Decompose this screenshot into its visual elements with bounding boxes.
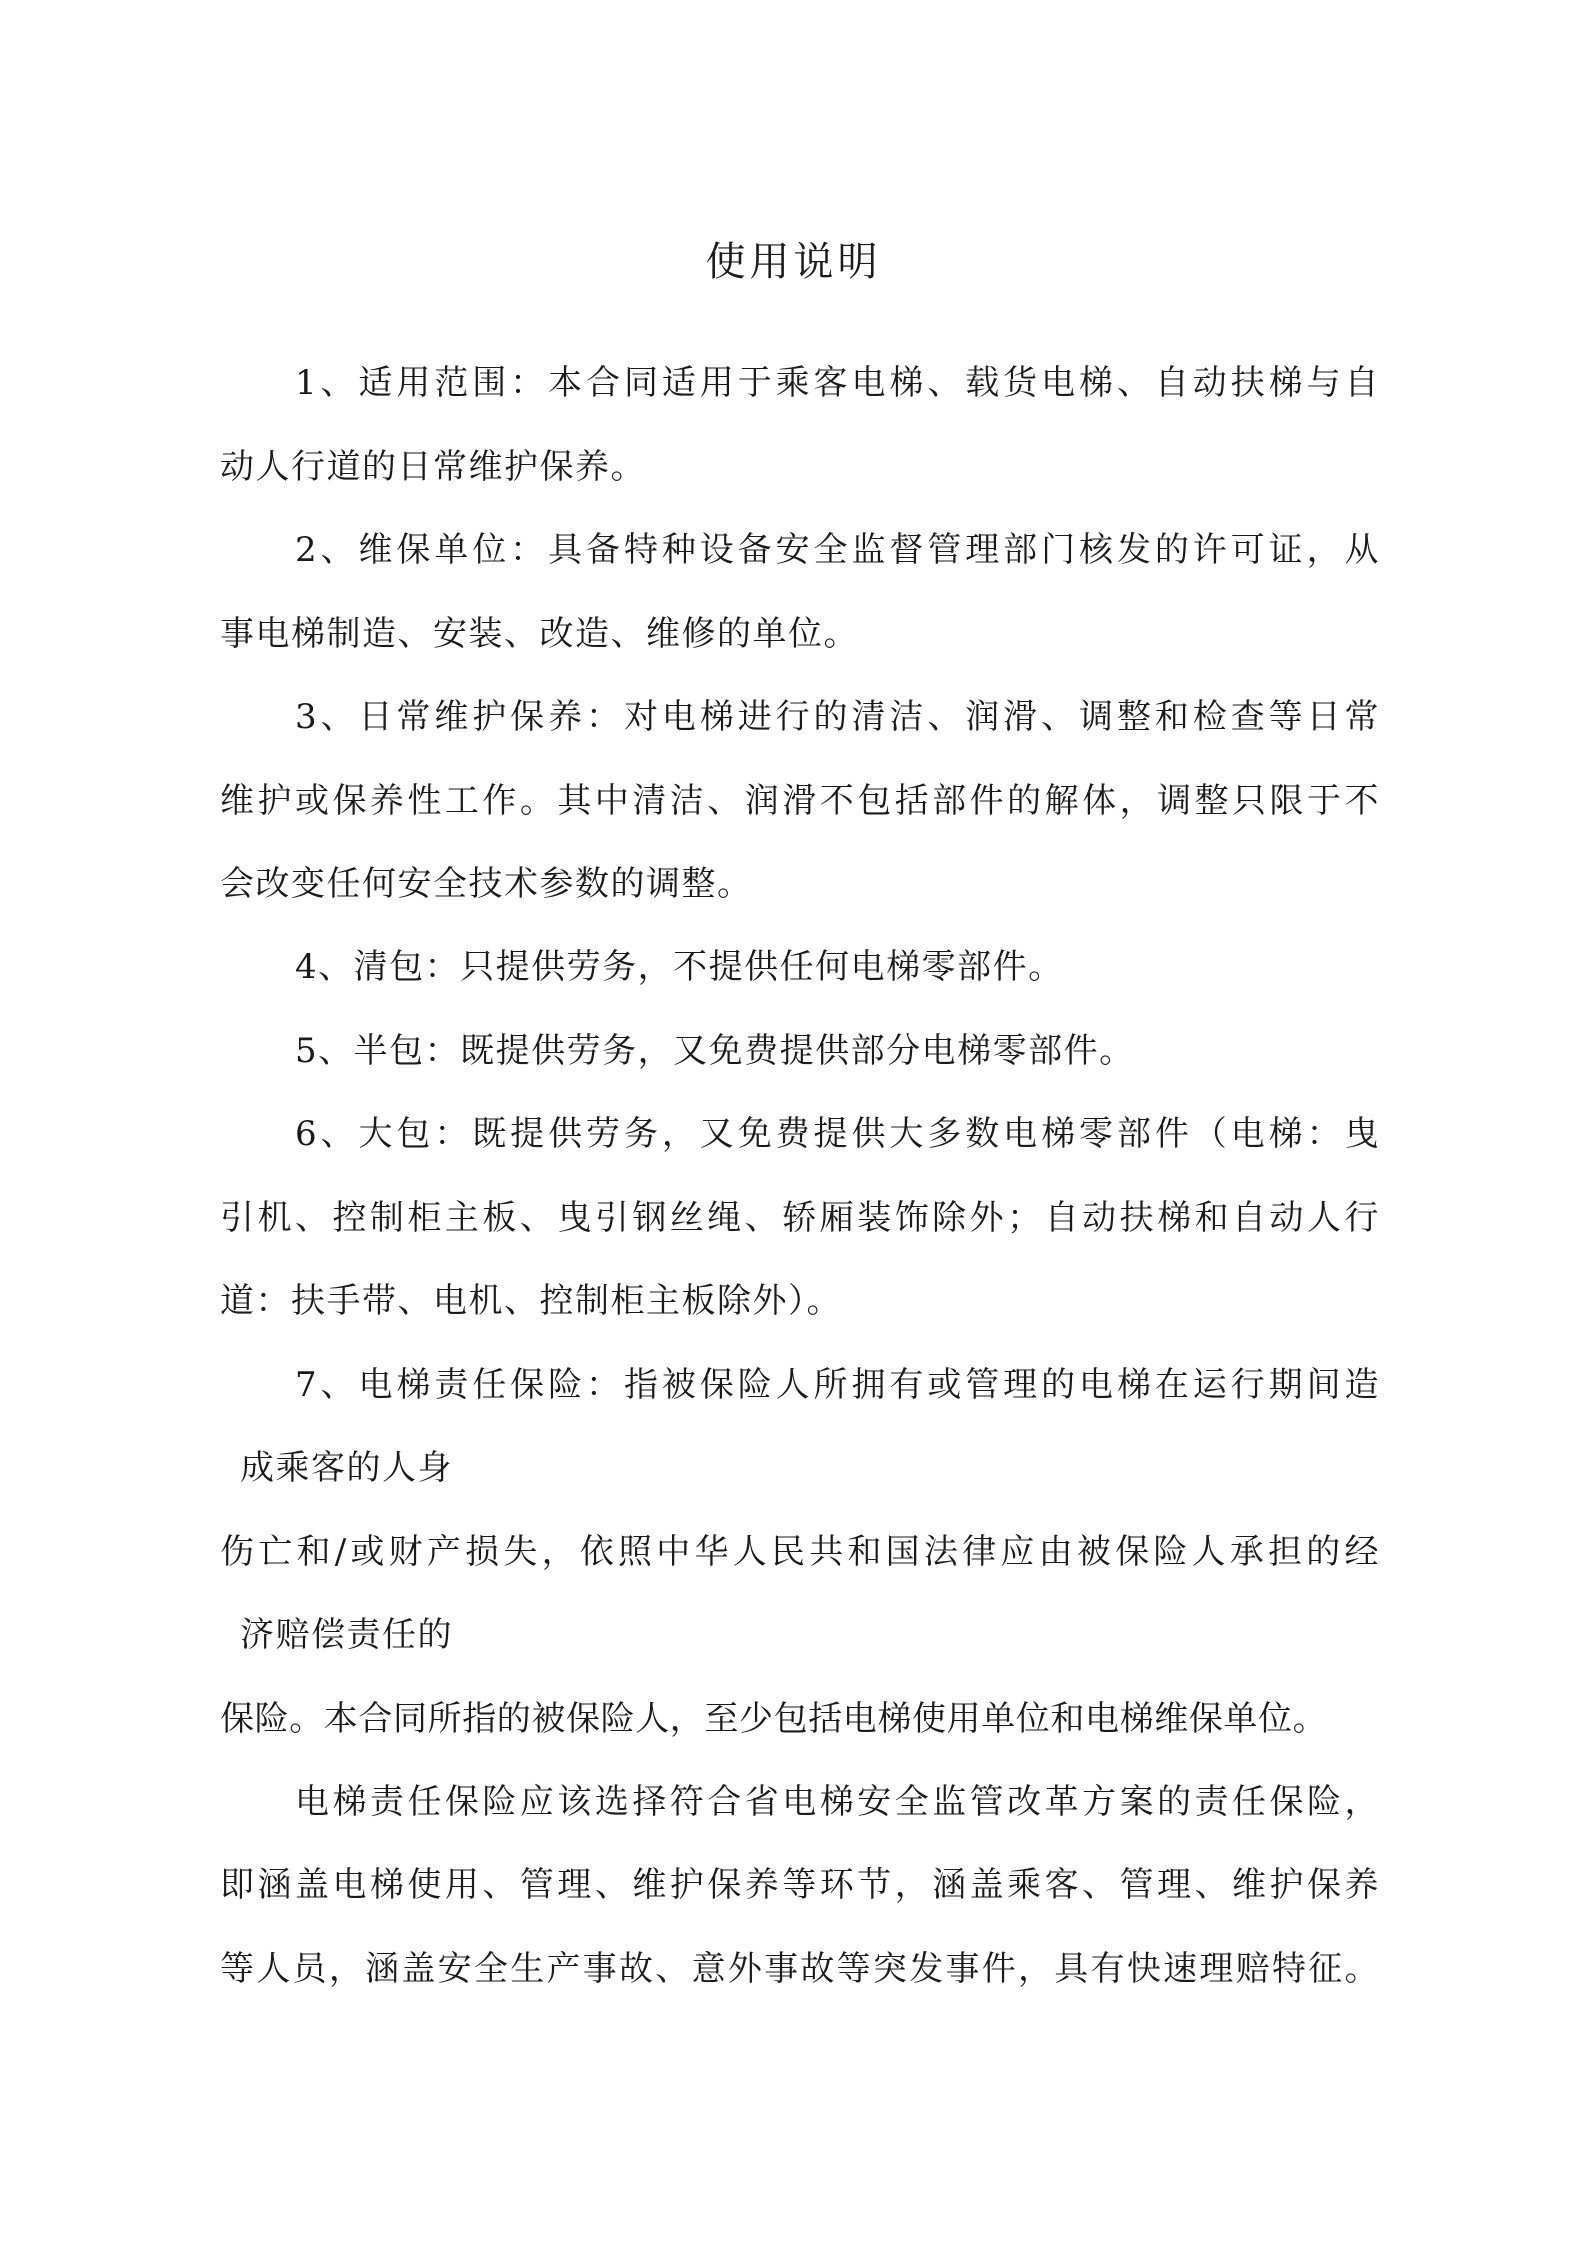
paragraph-line: 3、日常维护保养：对电梯进行的清洁、润滑、调整和检查等日常 bbox=[295, 697, 1380, 737]
paragraph-line: 动人行道的日常维护保养。 bbox=[220, 447, 646, 487]
paragraph-line: 成乘客的人身 bbox=[240, 1448, 453, 1488]
paragraph-line: 伤亡和/或财产损失，依照中华人民共和国法律应由被保险人承担的经 bbox=[220, 1532, 1380, 1572]
paragraph-line: 道：扶手带、电机、控制柜主板除外）。 bbox=[220, 1281, 842, 1321]
paragraph-line: 即涵盖电梯使用、管理、维护保养等环节，涵盖乘客、管理、维护保养 bbox=[220, 1865, 1380, 1905]
paragraph-line: 事电梯制造、安装、改造、维修的单位。 bbox=[220, 614, 859, 654]
paragraph-line: 引机、控制柜主板、曳引钢丝绳、轿厢装饰除外；自动扶梯和自动人行 bbox=[220, 1198, 1380, 1238]
paragraph-line: 5、半包：既提供劳务，又免费提供部分电梯零部件。 bbox=[295, 1031, 1135, 1071]
paragraph-line: 维护或保养性工作。其中清洁、润滑不包括部件的解体，调整只限于不 bbox=[220, 781, 1380, 821]
paragraph-line: 等人员，涵盖安全生产事故、意外事故等突发事件，具有快速理赔特征。 bbox=[220, 1949, 1380, 1989]
paragraph-line: 电梯责任保险应该选择符合省电梯安全监管改革方案的责任保险， bbox=[295, 1782, 1380, 1822]
paragraph-line: 济赔偿责任的 bbox=[240, 1615, 453, 1655]
paragraph-line: 保险。本合同所指的被保险人，至少包括电梯使用单位和电梯维保单位。 bbox=[220, 1699, 1328, 1739]
paragraph-line: 1、适用范围：本合同适用于乘客电梯、载货电梯、自动扶梯与自 bbox=[295, 363, 1380, 403]
paragraph-line: 2、维保单位：具备特种设备安全监督管理部门核发的许可证，从 bbox=[295, 530, 1380, 570]
paragraph-line: 7、电梯责任保险：指被保险人所拥有或管理的电梯在运行期间造 bbox=[295, 1365, 1380, 1405]
paragraph-line: 4、清包：只提供劳务，不提供任何电梯零部件。 bbox=[295, 947, 1064, 987]
paragraph-line: 6、大包：既提供劳务，又免费提供大多数电梯零部件（电梯：曳 bbox=[295, 1114, 1380, 1154]
paragraph-line: 会改变任何安全技术参数的调整。 bbox=[220, 864, 753, 904]
page-title: 使用说明 bbox=[705, 238, 882, 285]
